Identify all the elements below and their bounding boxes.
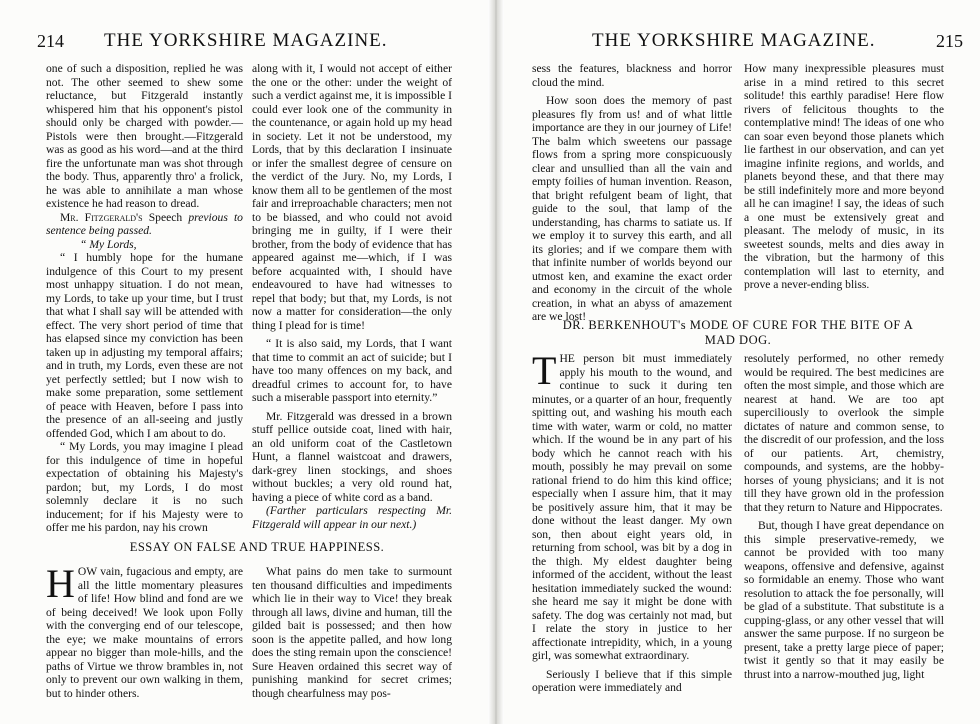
cure-title-line-1: DR. BERKENHOUT's MODE OF CURE FOR THE BITE OF A [562,318,914,332]
paragraph: along with it, I would not accept of either the one or the other: under the weight of such a verdict against me, it is impossible I could ever look one of the community in the countenance, or again hold up my head in society. Let it not be understood, my Lords, that by this declaration I insinuate or infer the smallest degree of censure on the verdict of the Jury. No, my Lords, I know them all to be gentlemen of the most fair and irreproachable characters; men not to be biassed, and who could not avoid bringing me in guilty, if I were their brother, from the body of evidence that has appeared against me—which, if I was before acquainted with, I should have endeavoured to have had witnesses to repel that body; but that, my Lords, is not now a matter for consideration—the only thing I plead for is time! [252,62,452,332]
cure-column-2 [744,352,944,717]
cure-title [532,318,944,348]
running-head: THE YORKSHIRE MAGAZINE. [592,30,876,51]
speech-heading [46,211,243,238]
paragraph: “ My Lords, you may imagine I plead for this indulgence of time in hopeful expectation of obtaining his Majesty's pardon; but, my Lords, I do most solemnly declare it is no such inducement; for if his Majesty were to offer me his pardon, nay his crown [46,440,243,534]
left-column-1 [46,62,243,537]
speech-label: Speech [148,210,183,224]
footnote: (Farther particulars respecting Mr. Fitzgerald will appear in our next.) [252,504,452,531]
paragraph: sess the features, blackness and horror cloud the mind. [532,62,732,89]
paragraph: resolutely performed, no other remedy would be required. The best medicines are often the most simple, and those which are nearest at hand. We are too apt superciliously to overlook the simple dictates of nature and common sense, to the discredit of our profession, and the loss of our patients. Art, chemistry, compounds, and systems, are the hobby-horses of young physicians; and it is not till they have grown old in the profession that they return to Nature and Hippocrates. [744,352,944,514]
paragraph: Seriously I believe that if this simple operation were immediately and [532,667,732,694]
paragraph: But, though I have great dependance on this simple preservative-remedy, we cannot be provided with too many weapons, offensive and defensive, against so formidable an enemy. Those who want resolution to attack the foe personally, will be glad of a substitute. That substitute is a cupping-glass, or any other vessel that will answer the same purpose. If no surgeon be present, take a pretty large piece of paper; twist it gently so that it may easily be thrust into a narrow-mouthed jug, light [744,519,944,681]
right-column-2 [744,62,944,312]
cure-title-line-2: MAD DOG. [704,333,772,347]
paragraph: one of such a disposition, replied he was not. The other seemed to shew some reluctance, but Fitzgerald instantly whispered him that his opponent's pistol should only be charged with powder.—Pistols were then brought.—Fitzgerald was as good as his word—and at the third fire the unfortunate man was shot through the body. Thus, apparently thro' a frolick, he was able to annihilate a man whose existence he had reason to dread. [46,62,243,210]
paragraph: How soon does the memory of past pleasures fly from us! and of what little importance are they in our journey of Life! The balm which sweetens our passage flows from a spring more conspicuously clear and unsullied than all the vain and empty foilies of human invention. Reason, that bright refulgent beam of light, that guide to the soul, that lamp of the understanding, has charms to satiate us. If we employ it to survey this earth, and all its glories; and if we compare them with that infinite number of worlds beyond our utmost ken, and examine the exact order and economy in the circuit of the whole creation, in what an abyss of amazement are we lost! [532,94,732,323]
paragraph: “ I humbly hope for the humane indulgence of this Court to my present most unhappy situation. I do not mean, my Lords, to take up your time, but I trust that what I shall say will be attended with effect. The very short period of time that has elapsed since my conviction has been taken up in adjusting my temporal affairs; and in truth, my Lords, even these are not yet perfectly settled; but I now wish to make some preparation, some settlement of peace with Heaven, before I pass into the presence of an all-seeing and justly offended God, which I am about to do. [46,251,243,440]
page-number: 214 [37,31,64,51]
running-head: THE YORKSHIRE MAGAZINE. [104,30,388,51]
salutation: “ My Lords, [80,237,137,251]
paragraph: What pains do men take to surmount ten thousand difficulties and impediments which lie in their way to Vice! they break through all laws, divine and human, till the gilded bait is possessed; and then how soon is the appetite palled, and how long does the sting remain upon the conscience! Sure Heaven ordained this secret way of punishing mankind for secret crimes; though chearfulness may pos- [252,565,452,700]
paragraph: How many inexpressible pleasures must arise in a mind retired to this secret solitude! this earthly paradise! Here flow rivers of felicitous thoughts to the contemplative mind! The ideas of one who can soar even beyond those planets which lie farthest in our observation, and can yet imagine infinite regions, and worlds, and planets beyond these, and that there may be still indefinitely more and more beyond all he can imagine! I say, the ideas of such a one must be extensively great and pleasant. The melody of music, in its sweetest sounds, melts and dies away in the vibration, but the harmony of this contemplation will last to eternity, and prove a never-ending bliss. [744,62,944,291]
speech-name: Mr. Fitzgerald's [60,210,143,224]
paragraph [46,561,243,700]
page-number: 215 [936,31,963,51]
drop-cap: H [46,561,75,606]
essay-text: OW vain, fugacious and empty, are all the little momentary pleasures of life! How blind and fond are we of being deceived! We look upon Folly with the converging end of our telescope, the eye; we make mountains of errors appear no bigger than mole-hills, and the paths of Virtue we throw brambles in, not only to prevent our own walking in them, but to hinder others. [46,565,243,700]
essay-title: ESSAY ON FALSE AND TRUE HAPPINESS. [129,540,385,554]
essay-column-1 [46,561,243,715]
speech-subtitle: previous to sentence being passed. [46,210,243,237]
essay-column-2 [252,565,452,715]
paragraph: Mr. Fitzgerald was dressed in a brown stuff pellice outside coat, lined with hair, an old uniform coat of the Castletown Hunt, a flannel waistcoat and drawers, dark-grey linen stockings, and shoes without buckles; a very old round hat, having a piece of white cord as a band. [252,409,452,504]
cure-text: HE person bit must immediately apply his mouth to the wound, and continue to suck it during ten minutes, or a quarter of an hour, frequently spitting out, and washing his mouth each time with water, warm or cold, no matter which. If the wound be in any part of his body which he cannot reach with his mouth, possibly he may prevail on some rational friend to do him this kind office; especially when I assure him, that it may be positively assure him, that it may be done without the least danger. My own son, then about eight years old, in returning from school, was bit by a dog in the thigh. My eldest daughter being informed of the accident, without the least hesitation immediately sucked the wound: she heard me say it might be done with safety. The dog was certainly not mad, but I relate the story in justice to her affectionate intrepidity, which, in a young girl, was somewhat extraordinary. [532,352,732,662]
drop-cap: T [532,348,557,393]
paragraph: “ It is also said, my Lords, that I want that time to commit an act of suicide; but I have too many offences on my back, and dreadful crimes to account for, to have such a miserable passport into eternity.” [252,337,452,404]
cure-column-1 [532,348,732,717]
left-column-2 [252,62,452,537]
right-column-1 [532,62,732,323]
paragraph [532,348,732,663]
right-page [496,0,980,724]
